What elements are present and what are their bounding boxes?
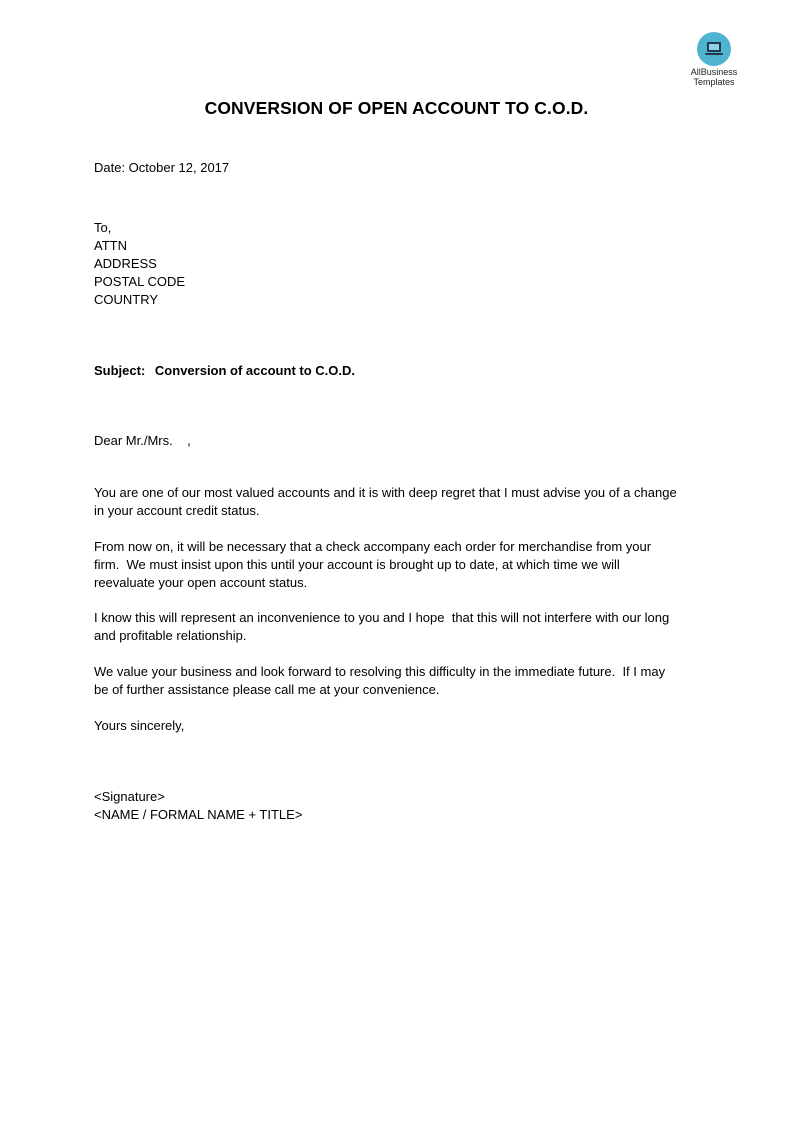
recipient-block <box>94 219 714 309</box>
logo-text <box>682 67 746 87</box>
paragraph-line: From now on, it will be necessary that a check accompany each order for merchandise from your <box>94 539 652 554</box>
paragraph-4 <box>94 663 714 699</box>
paragraph-3 <box>94 609 714 645</box>
greeting-text: Dear Mr./Mrs. , <box>94 433 191 448</box>
logo-line-1: AllBusiness <box>690 67 738 77</box>
paragraph-2 <box>94 538 714 592</box>
paragraph-line: We value your business and look forward to resolving this difficulty in the immediate future. If I may <box>94 664 666 679</box>
subject-label: Subject: <box>94 363 146 378</box>
subject-line <box>94 362 714 380</box>
paragraph-line: be of further assistance please call me at your convenience. <box>94 682 440 697</box>
recipient-address: ADDRESS <box>94 256 157 271</box>
signer-name: <NAME / FORMAL NAME + TITLE> <box>94 807 303 822</box>
document-title: CONVERSION OF OPEN ACCOUNT TO C.O.D. <box>204 98 589 118</box>
signature-placeholder: <Signature> <box>94 789 165 804</box>
paragraph-line: reevaluate your open account status. <box>94 575 308 590</box>
recipient-postal-code: POSTAL CODE <box>94 274 186 289</box>
paragraph-1 <box>94 484 714 520</box>
recipient-country: COUNTRY <box>94 292 159 307</box>
laptop-icon <box>697 32 731 66</box>
paragraph-line: You are one of our most valued accounts and it is with deep regret that I must advise you of a change <box>94 485 677 500</box>
letter-date: Date: October 12, 2017 <box>94 160 230 175</box>
paragraph-line: and profitable relationship. <box>94 628 247 643</box>
paragraph-line: firm. We must insist upon this until your account is brought up to date, at which time we will <box>94 557 620 572</box>
signature-block <box>94 788 714 824</box>
recipient-attn: ATTN <box>94 238 127 253</box>
paragraph-line: in your account credit status. <box>94 503 260 518</box>
closing: Yours sincerely, <box>94 718 185 733</box>
subject-text: Conversion of account to C.O.D. <box>154 363 355 378</box>
greeting <box>94 432 714 450</box>
logo-line-2: Templates <box>693 77 735 87</box>
allbusiness-logo <box>682 32 746 87</box>
recipient-to: To, <box>94 220 112 235</box>
paragraph-line: I know this will represent an inconvenience to you and I hope that this will not interfere with our long <box>94 610 670 625</box>
